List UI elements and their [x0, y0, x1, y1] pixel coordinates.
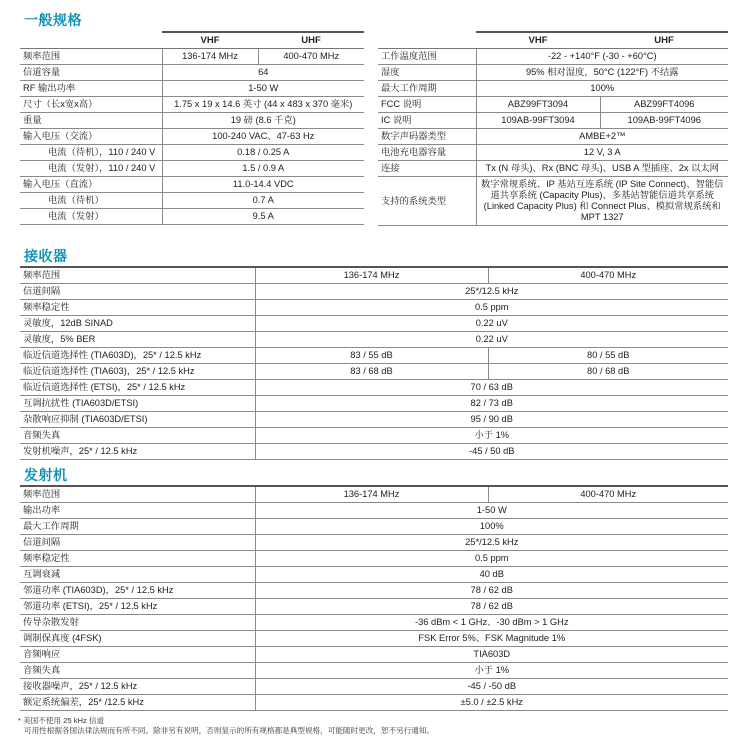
header-vhf: VHF — [476, 32, 600, 49]
spec-value: -22 - +140°F (-30 - +60°C) — [476, 49, 728, 65]
table-row — [20, 647, 728, 663]
spec-label: 频率范围 — [20, 49, 162, 65]
spec-value-vhf: 136-174 MHz — [162, 49, 258, 65]
table-row — [20, 535, 728, 551]
spec-label: 信道间隔 — [20, 535, 255, 551]
table-row — [20, 519, 728, 535]
table-row — [20, 300, 728, 316]
header-uhf: UHF — [600, 32, 728, 49]
general-specs-right-table — [378, 31, 728, 226]
table-row — [20, 348, 728, 364]
spec-value: Tx (N 母头)、Rx (BNC 母头)、USB A 型插座、2x 以太网 — [476, 161, 728, 177]
spec-value: 0.5 ppm — [255, 551, 728, 567]
table-row — [20, 380, 728, 396]
table-row — [20, 695, 728, 711]
spec-value: 100% — [255, 519, 728, 535]
table-row — [20, 177, 364, 193]
general-specs-left-table — [20, 31, 364, 225]
spec-label: 灵敏度，5% BER — [20, 332, 255, 348]
spec-label: 临近信道选择性 (TIA603D)，25* / 12.5 kHz — [20, 348, 255, 364]
spec-value-uhf: 80 / 55 dB — [488, 348, 728, 364]
spec-value-uhf: 400-470 MHz — [488, 486, 728, 503]
table-row — [20, 193, 364, 209]
spec-value-uhf: 400-470 MHz — [258, 49, 364, 65]
table-row — [20, 81, 364, 97]
table-row — [378, 129, 728, 145]
spec-value: 95 / 90 dB — [255, 412, 728, 428]
table-row — [378, 97, 728, 113]
header-blank — [20, 32, 162, 49]
spec-value: AMBE+2™ — [476, 129, 728, 145]
spec-label: 电流（待机） — [20, 193, 162, 209]
spec-label: 邻道功率 (ETSI)，25* / 12.5 kHz — [20, 599, 255, 615]
spec-value-vhf: 83 / 55 dB — [255, 348, 488, 364]
spec-label: 连接 — [378, 161, 476, 177]
table-row — [20, 631, 728, 647]
spec-label: 信道容量 — [20, 65, 162, 81]
spec-label: 湿度 — [378, 65, 476, 81]
spec-value: 0.18 / 0.25 A — [162, 145, 364, 161]
table-row — [20, 503, 728, 519]
table-row — [20, 428, 728, 444]
footnote-disclaimer: 可用性根据各国法律法规而有所不同。除非另有说明，否则显示的所有规格都是典型规格，可能随时更改，恕不另行通知。 — [24, 726, 435, 735]
table-row — [20, 486, 728, 503]
spec-value: 0.7 A — [162, 193, 364, 209]
spec-label: 输入电压（直流） — [20, 177, 162, 193]
table-row — [20, 145, 364, 161]
table-row — [20, 615, 728, 631]
spec-label: 输入电压（交流） — [20, 129, 162, 145]
spec-label: 发射机噪声，25* / 12.5 kHz — [20, 444, 255, 460]
spec-label: 尺寸（长x宽x高） — [20, 97, 162, 113]
spec-label: 频率范围 — [20, 267, 255, 284]
table-row — [378, 161, 728, 177]
spec-label: 数字声码器类型 — [378, 129, 476, 145]
spec-value: ±5.0 / ±2.5 kHz — [255, 695, 728, 711]
spec-value-uhf: 80 / 68 dB — [488, 364, 728, 380]
spec-label: 工作温度范围 — [378, 49, 476, 65]
spec-value: 1-50 W — [162, 81, 364, 97]
spec-value: 11.0-14.4 VDC — [162, 177, 364, 193]
spec-value-vhf: 136-174 MHz — [255, 486, 488, 503]
receiver-title: 接收器 — [24, 249, 68, 265]
spec-value: 100-240 VAC、47-63 Hz — [162, 129, 364, 145]
spec-value: 9.5 A — [162, 209, 364, 225]
receiver-specs-table — [20, 266, 728, 460]
spec-value: 95% 相对湿度，50°C (122°F) 不结露 — [476, 65, 728, 81]
spec-value: 1.75 x 19 x 14.6 英寸 (44 x 483 x 370 毫米) — [162, 97, 364, 113]
spec-value: 100% — [476, 81, 728, 97]
spec-label: 音频响应 — [20, 647, 255, 663]
table-row — [20, 679, 728, 695]
table-row — [20, 663, 728, 679]
table-row — [20, 97, 364, 113]
spec-label: 最大工作周期 — [378, 81, 476, 97]
spec-value: 小于 1% — [255, 428, 728, 444]
spec-value: 25*/12.5 kHz — [255, 535, 728, 551]
spec-label: 重量 — [20, 113, 162, 129]
spec-value: 12 V, 3 A — [476, 145, 728, 161]
table-row — [20, 316, 728, 332]
general-specs-title: 一般规格 — [24, 13, 82, 29]
spec-label: 频率稳定性 — [20, 300, 255, 316]
spec-label: IC 说明 — [378, 113, 476, 129]
spec-value: 数字常规系统、IP 基站互连系统 (IP Site Connect)、智能信道共享系统 (Capacity Plus)、多基站智能信道共享系统 (Linked Capacity Plus) 和 Connect Plus、模拟常规系统和 MPT 1327 — [476, 177, 728, 226]
spec-value-uhf: 109AB-99FT4096 — [600, 113, 728, 129]
transmitter-specs-table — [20, 485, 728, 711]
spec-value: 0.22 uV — [255, 316, 728, 332]
spec-label: 电流（发射） — [20, 209, 162, 225]
spec-label: 电流（待机），110 / 240 V — [20, 145, 162, 161]
spec-label: 音频失真 — [20, 428, 255, 444]
table-row — [20, 332, 728, 348]
spec-value: 0.5 ppm — [255, 300, 728, 316]
table-row — [20, 161, 364, 177]
spec-label: 互调衰减 — [20, 567, 255, 583]
table-row — [20, 65, 364, 81]
spec-value: 小于 1% — [255, 663, 728, 679]
table-row — [20, 567, 728, 583]
spec-value-uhf: 400-470 MHz — [488, 267, 728, 284]
header-blank — [378, 32, 476, 49]
table-row — [20, 412, 728, 428]
spec-value: -36 dBm < 1 GHz、-30 dBm > 1 GHz — [255, 615, 728, 631]
table-row — [378, 145, 728, 161]
table-row — [20, 583, 728, 599]
transmitter-title: 发射机 — [24, 468, 68, 484]
spec-label: 音频失真 — [20, 663, 255, 679]
spec-label: 邻道功率 (TIA603D)，25* / 12.5 kHz — [20, 583, 255, 599]
spec-value-vhf: 109AB-99FT3094 — [476, 113, 600, 129]
spec-label: 额定系统偏差，25* /12.5 kHz — [20, 695, 255, 711]
spec-value: TIA603D — [255, 647, 728, 663]
table-row — [20, 284, 728, 300]
spec-label: 互调抗扰性 (TIA603D/ETSI) — [20, 396, 255, 412]
table-row — [20, 267, 728, 284]
spec-value-uhf: ABZ99FT4096 — [600, 97, 728, 113]
spec-value: FSK Error 5%、FSK Magnitude 1% — [255, 631, 728, 647]
spec-label: 最大工作周期 — [20, 519, 255, 535]
spec-label: 灵敏度，12dB SINAD — [20, 316, 255, 332]
table-row — [378, 81, 728, 97]
table-row — [20, 551, 728, 567]
spec-label: 传导杂散发射 — [20, 615, 255, 631]
spec-value: 1-50 W — [255, 503, 728, 519]
header-vhf: VHF — [162, 32, 258, 49]
spec-value: 82 / 73 dB — [255, 396, 728, 412]
spec-label: 支持的系统类型 — [378, 177, 476, 226]
header-uhf: UHF — [258, 32, 364, 49]
footnote-channel: * 美国不使用 25 kHz 信道 — [18, 716, 105, 725]
spec-value-vhf: 83 / 68 dB — [255, 364, 488, 380]
spec-value-vhf: 136-174 MHz — [255, 267, 488, 284]
table-row — [20, 113, 364, 129]
spec-label: RF 输出功率 — [20, 81, 162, 97]
spec-label: 接收器噪声，25* / 12.5 kHz — [20, 679, 255, 695]
spec-label: 杂散响应抑制 (TIA603D/ETSI) — [20, 412, 255, 428]
spec-label: FCC 说明 — [378, 97, 476, 113]
spec-value: 25*/12.5 kHz — [255, 284, 728, 300]
spec-value: 19 磅 (8.6 千克) — [162, 113, 364, 129]
spec-value: -45 / -50 dB — [255, 679, 728, 695]
spec-value: -45 / 50 dB — [255, 444, 728, 460]
table-row — [20, 396, 728, 412]
spec-value: 0.22 uV — [255, 332, 728, 348]
spec-label: 电池充电器容量 — [378, 145, 476, 161]
table-row — [20, 364, 728, 380]
spec-label: 临近信道选择性 (ETSI)，25* / 12.5 kHz — [20, 380, 255, 396]
spec-value: 1.5 / 0.9 A — [162, 161, 364, 177]
table-row — [20, 599, 728, 615]
table-row — [20, 209, 364, 225]
spec-label: 输出功率 — [20, 503, 255, 519]
table-row — [20, 129, 364, 145]
spec-label: 临近信道选择性 (TIA603)，25* / 12.5 kHz — [20, 364, 255, 380]
table-row — [378, 65, 728, 81]
table-row — [378, 49, 728, 65]
spec-label: 频率稳定性 — [20, 551, 255, 567]
spec-label: 信道间隔 — [20, 284, 255, 300]
table-row — [20, 49, 364, 65]
spec-value: 78 / 62 dB — [255, 599, 728, 615]
spec-value: 64 — [162, 65, 364, 81]
table-row — [378, 113, 728, 129]
spec-label: 电流（发射），110 / 240 V — [20, 161, 162, 177]
footnotes — [18, 716, 434, 736]
spec-value: 70 / 63 dB — [255, 380, 728, 396]
spec-value: 40 dB — [255, 567, 728, 583]
table-row — [20, 444, 728, 460]
spec-label: 频率范围 — [20, 486, 255, 503]
spec-value-vhf: ABZ99FT3094 — [476, 97, 600, 113]
spec-value: 78 / 62 dB — [255, 583, 728, 599]
spec-label: 调制保真度 (4FSK) — [20, 631, 255, 647]
table-row — [378, 177, 728, 226]
